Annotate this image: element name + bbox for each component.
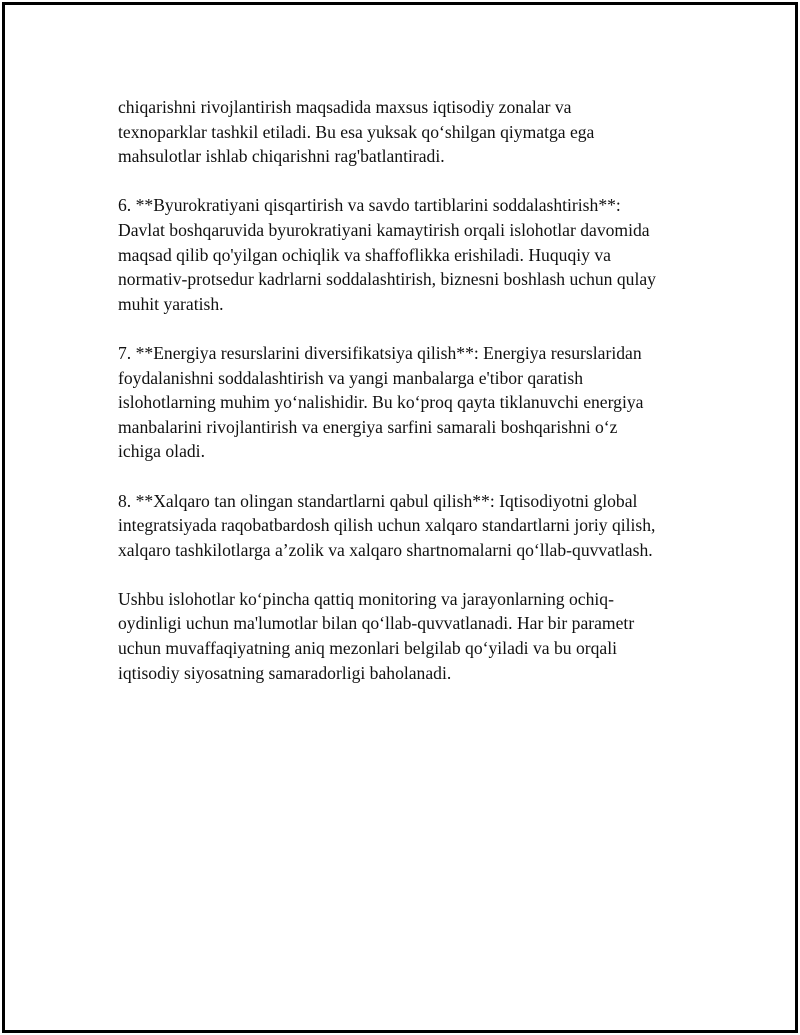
text-line: manbalarini rivojlantirish va energiya sarfini samarali boshqarishni o‘z <box>118 416 618 437</box>
text-line: islohotlarning muhim yo‘nalishidir. Bu ko‘proq qayta tiklanuvchi energiya <box>118 392 644 413</box>
text-line: iqtisodiy siyosatning samaradorligi baholanadi. <box>118 662 452 683</box>
text-line: oydinligi uchun ma'lumotlar bilan qo‘llab-quvvatlanadi. Har bir parametr <box>118 613 635 634</box>
text-line: Ushbu islohotlar ko‘pincha qattiq monitoring va jarayonlarning ochiq- <box>118 588 614 609</box>
text-line: 6. **Byurokratiyani qisqartirish va savdo tartiblarini soddalashtirish**: <box>118 195 621 216</box>
text-line: normativ-protsedur kadrlarni soddalashtirish, biznesni boshlash uchun qulay <box>118 269 656 290</box>
text-line: 7. **Energiya resurslarini diversifikatsiya qilish**: Energiya resurslaridan <box>118 342 642 363</box>
text-line: uchun muvaffaqiyatning aniq mezonlari belgilab qo‘yiladi va bu orqali <box>118 638 617 659</box>
text-line: maqsad qilib qo'yilgan ochiqlik va shaffoflikka erishiladi. Huquqiy va <box>118 244 611 265</box>
document-page <box>2 2 798 1033</box>
paragraph-continuation <box>118 95 698 169</box>
paragraph-conclusion <box>118 587 698 685</box>
text-line: 8. **Xalqaro tan olingan standartlarni qabul qilish**: Iqtisodiyotni global <box>118 490 638 511</box>
text-line: foydalanishni soddalashtirish va yangi manbalarga e'tibor qaratish <box>118 367 584 388</box>
text-line: chiqarishni rivojlantirish maqsadida maxsus iqtisodiy zonalar va <box>118 97 572 117</box>
text-line: xalqaro tashkilotlarga a’zolik va xalqaro shartnomalarni qo‘llab-quvvatlash. <box>118 539 653 560</box>
text-line: Davlat boshqaruvida byurokratiyani kamaytirish orqali islohotlar davomida <box>118 219 650 240</box>
text-line: ichiga oladi. <box>118 441 205 462</box>
text-line: mahsulotlar ishlab chiqarishni rag'batlantiradi. <box>118 146 445 167</box>
text-line: texnoparklar tashkil etiladi. Bu esa yuksak qo‘shilgan qiymatga ega <box>118 121 595 142</box>
paragraph-item-8 <box>118 489 698 563</box>
paragraph-item-6 <box>118 193 698 316</box>
text-line: muhit yaratish. <box>118 293 224 314</box>
document-body <box>118 95 698 710</box>
text-line: integratsiyada raqobatbardosh qilish uchun xalqaro standartlarni joriy qilish, <box>118 515 656 536</box>
paragraph-item-7 <box>118 341 698 464</box>
